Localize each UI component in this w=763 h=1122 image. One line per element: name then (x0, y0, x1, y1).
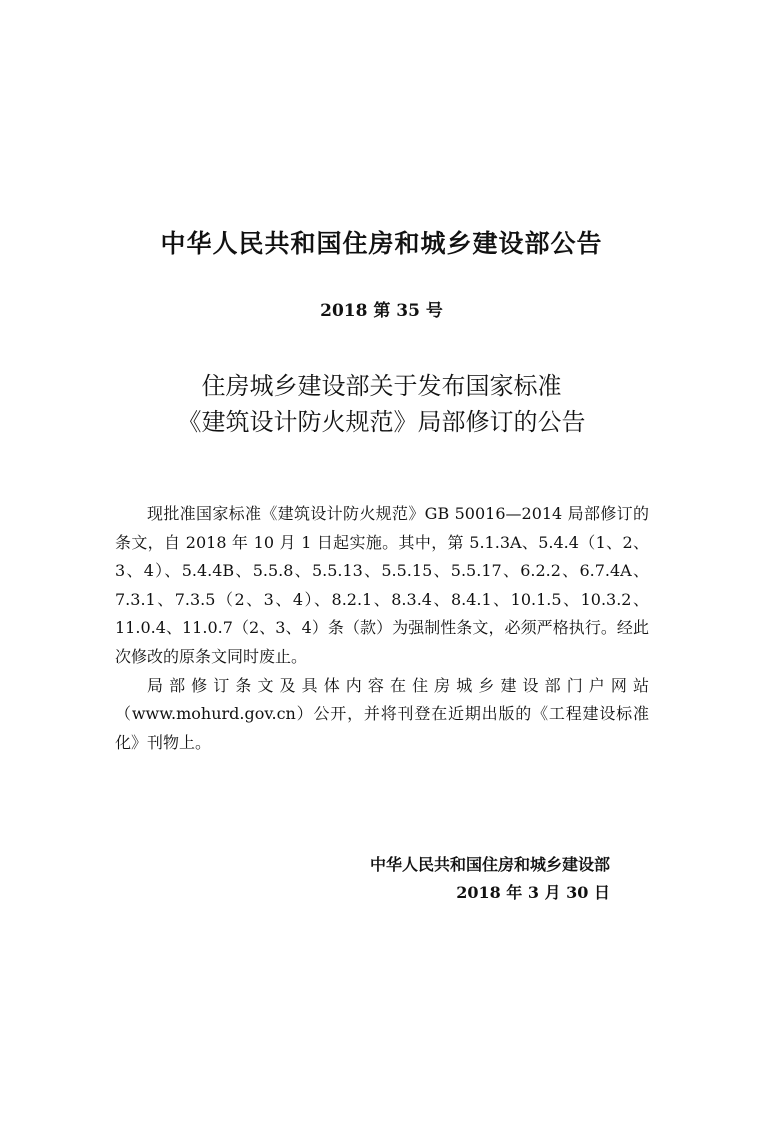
subtitle-line-1: 住房城乡建设部关于发布国家标准 (201, 372, 562, 400)
announcement-subtitle (0, 368, 763, 440)
announcement-title: 中华人民共和国住房和城乡建设部公告 (160, 229, 603, 258)
subtitle-line-2: 《建筑设计防火规范》局部修订的公告 (177, 408, 586, 436)
body-paragraph-2: 局部修订条文及具体内容在住房城乡建设部门户网站（www.mohurd.gov.cn）公开，并将刊登在近期出版的《工程建设标准化》刊物上。 (115, 675, 649, 752)
announcement-body (115, 500, 649, 757)
body-paragraph-1: 现批准国家标准《建筑设计防火规范》GB 50016—2014 局部修订的条文，自 2018 年 10 月 1 日起实施。其中，第 5.1.3A、5.4.4（1、2、3、4）、5.4.4B、5.5.8、5.5.13、5.5.15、5.5.17、6.2.2、6.7.4A、7.3.1、7.3.5（2、3、4）、8.2.1、8.3.4、8.4.1、10.1.5、10.3.2、11.0.4、11.0.7（2、3、4）条（款）为强制性条文，必须严格执行。经此次修改的原条文同时废止。 (115, 504, 649, 666)
signature-date: 2018 年 3 月 30 日 (456, 883, 610, 902)
signature-organization: 中华人民共和国住房和城乡建设部 (369, 855, 610, 874)
announcement-number: 2018 第 35 号 (320, 301, 443, 321)
